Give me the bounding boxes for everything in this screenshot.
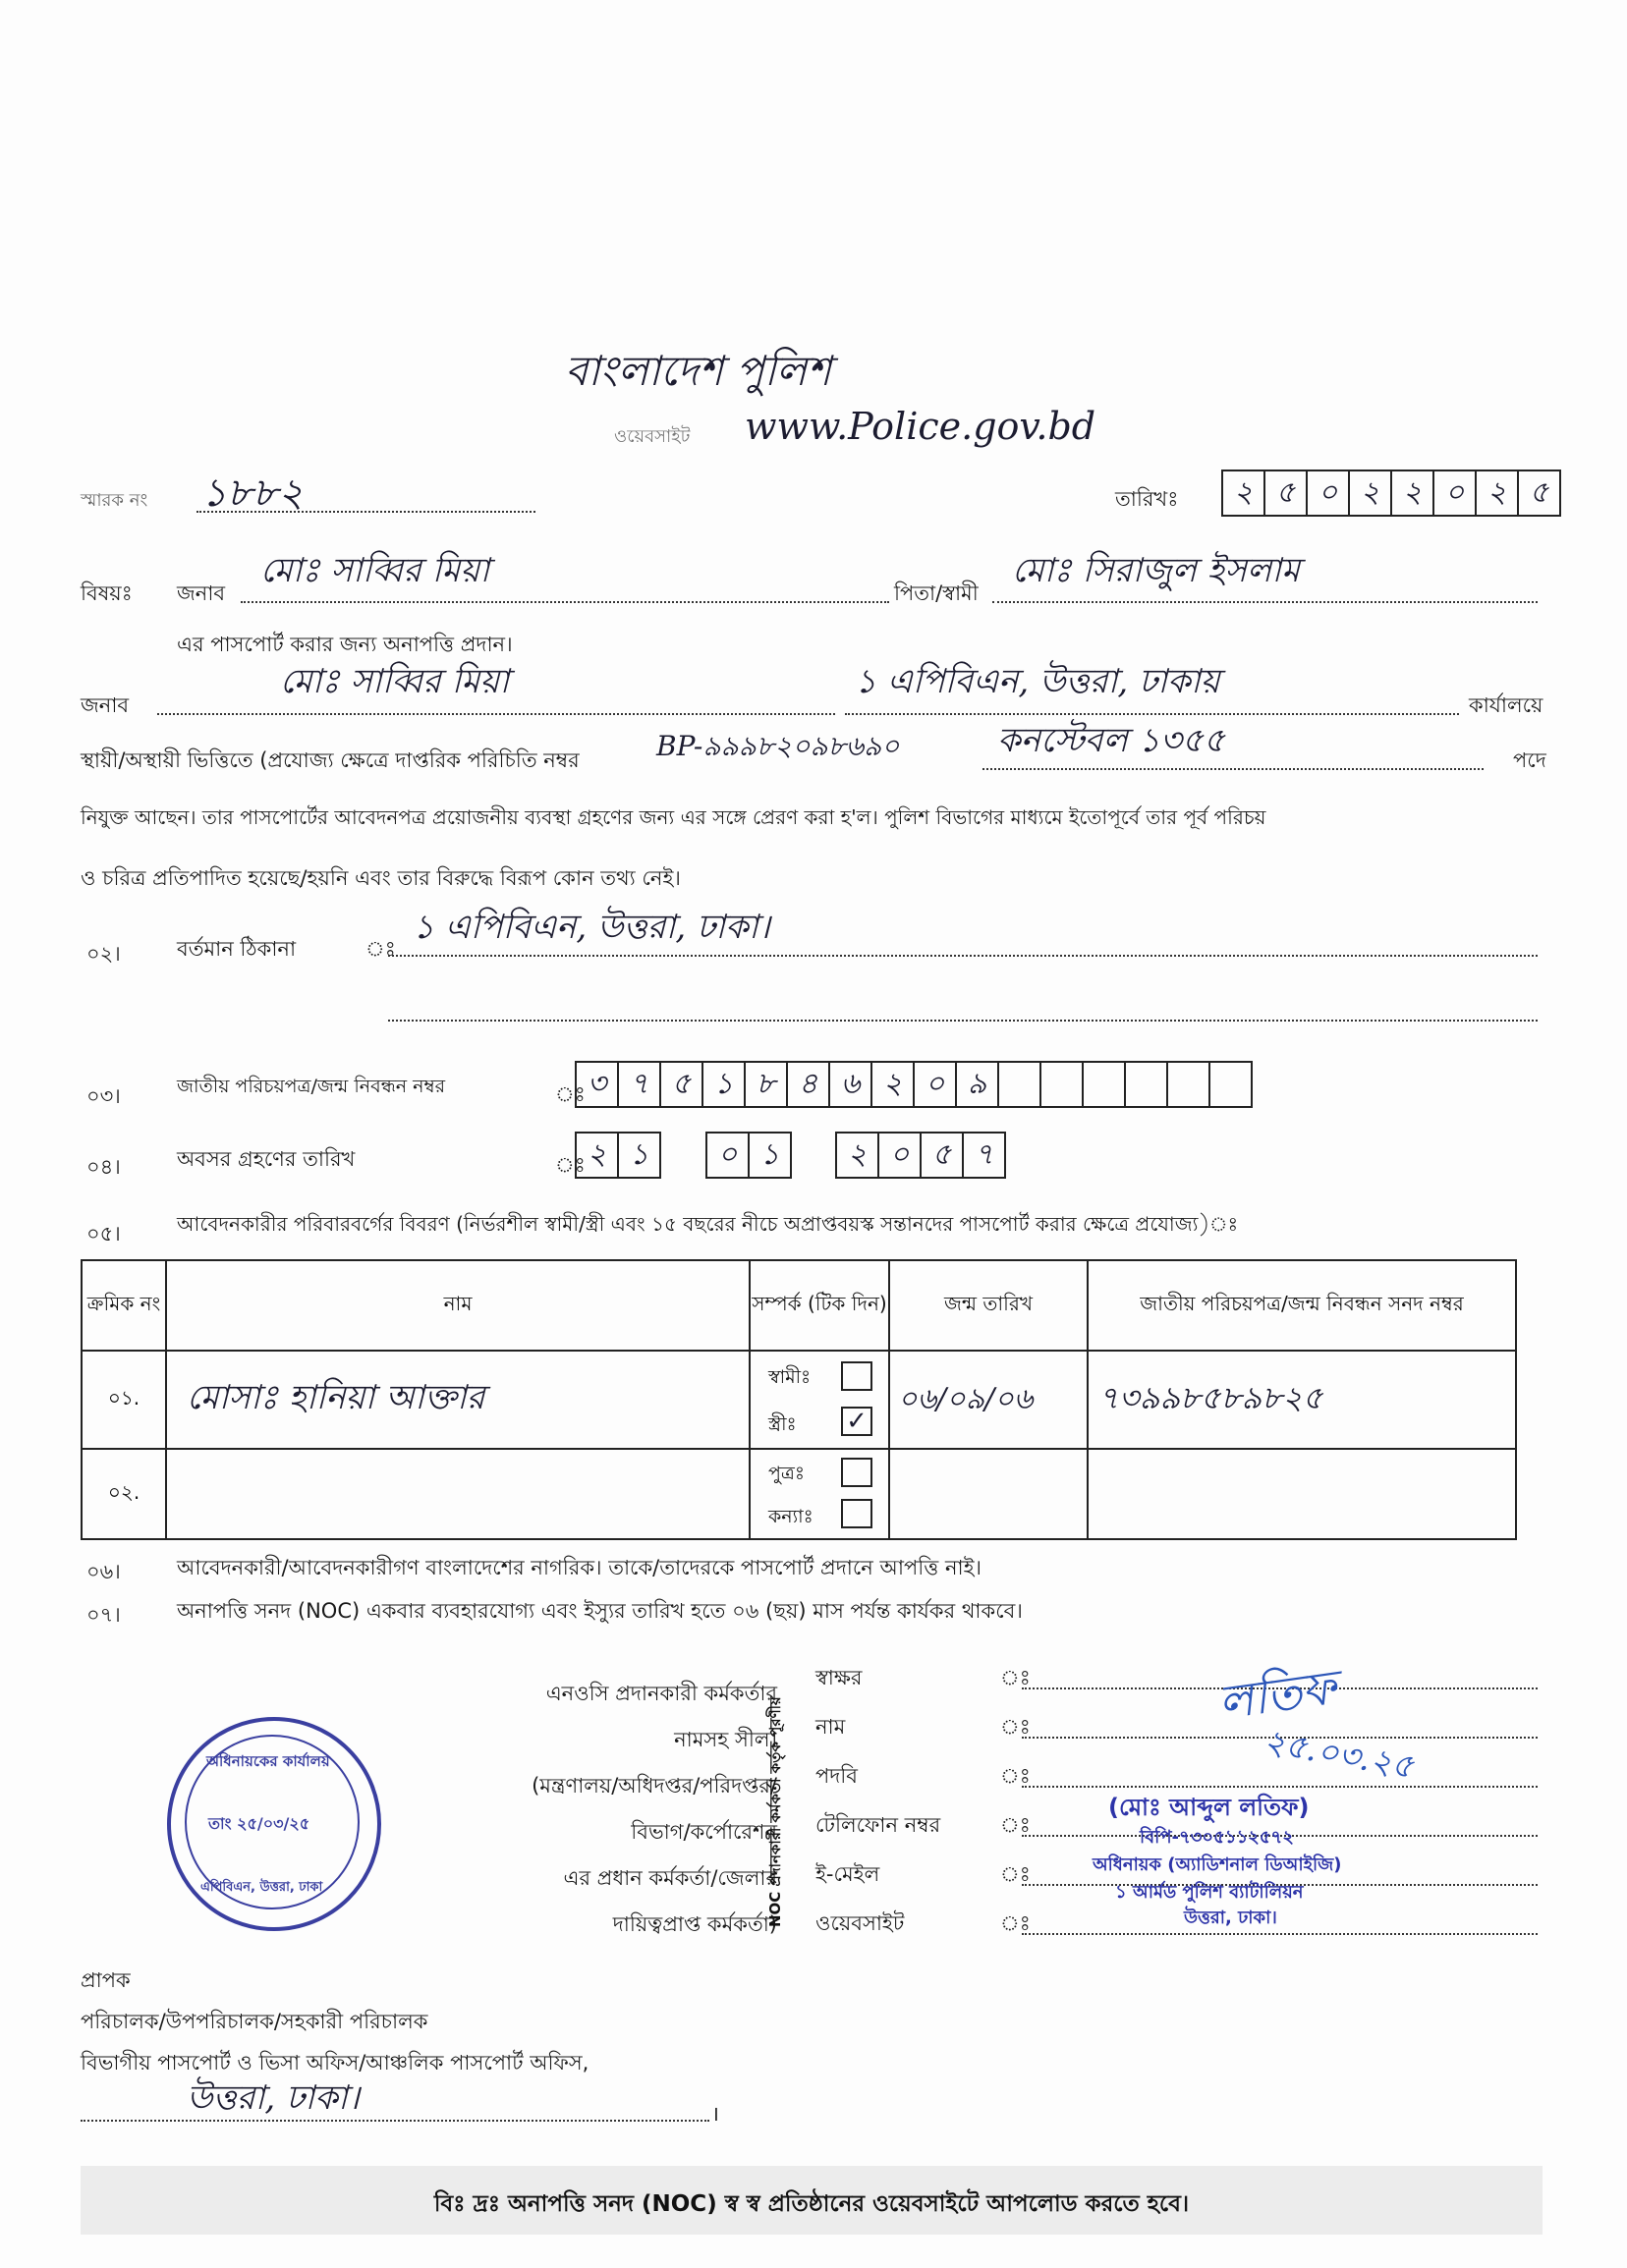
recipient-line-2: বিভাগীয় পাসপোর্ট ও ভিসা অফিস/আঞ্চলিক পাসপোর্ট অফিস,	[81, 2051, 589, 2074]
noc-vertical-label: NOC প্রদানকারী কর্মকর্তা কর্তৃক পূরণীয়	[766, 1696, 784, 1927]
member-name: মোসাঃ হানিয়া আক্তার	[187, 1377, 485, 1417]
address-value: ১ এপিবিএন, উত্তরা, ঢাকা।	[413, 908, 770, 947]
memo-label: স্মারক নং	[81, 490, 148, 511]
basis-text: স্থায়ী/অস্থায়ী ভিত্তিতে (প্রযোজ্য ক্ষেত্রে দাপ্তরিক পরিচিতি নম্বর	[81, 748, 580, 772]
seal-top-text: অধিনায়কের কার্যালয়	[206, 1752, 330, 1770]
date-digit: ০	[1432, 470, 1477, 517]
row-serial: ০১.	[82, 1351, 166, 1449]
nid-digit: ২	[870, 1061, 915, 1108]
nid-digit	[1208, 1061, 1253, 1108]
name2-dots	[157, 713, 835, 715]
date-digit: ৫	[1263, 470, 1308, 517]
date-digit: ০	[1306, 470, 1350, 517]
nid-digit	[1124, 1061, 1168, 1108]
husband-checkbox[interactable]	[841, 1361, 872, 1391]
member-dob: ০৬/০৯/০৬	[898, 1381, 1034, 1416]
address-label: বর্তমান ঠিকানা	[177, 937, 297, 961]
wife-checkbox[interactable]: ✓	[841, 1407, 872, 1436]
retire-digit: ২	[575, 1132, 619, 1179]
recipient-end: ।	[711, 2102, 719, 2126]
office-suffix: কার্যালয়ে	[1469, 693, 1543, 717]
retire-digit: ২	[835, 1132, 879, 1179]
nid-digit	[997, 1061, 1041, 1108]
bp-number: BP-৯৯৯৮২০৯৮৬৯০	[656, 730, 900, 762]
seal-date: তাং ২৫/০৩/২৫	[208, 1814, 310, 1833]
memo-dots	[196, 511, 535, 513]
issuer-line-3: (মন্ত্রণালয়/অধিদপ্তর/পরিদপ্তর/	[532, 1774, 777, 1798]
officer-place: উত্তরা, ঢাকা।	[1184, 1908, 1277, 1928]
issuer-line-1: এনওসি প্রদানকারী কর্মকর্তার	[545, 1682, 777, 1705]
officer-unit: ১ আর্মড পুলিশ ব্যাটালিয়ন	[1115, 1882, 1304, 1903]
note-06: আবেদনকারী/আবেদনকারীগণ বাংলাদেশের নাগরিক। তাকে/তাদেরকে পাসপোর্ট প্রদানে আপত্তি নাই।	[177, 1556, 982, 1579]
footer-note: বিঃ দ্রঃ অনাপত্তি সনদ (NOC) স্ব স্ব প্রতিষ্ঠানের ওয়েবসাইটে আপলোড করতে হবে।	[433, 2191, 1190, 2217]
para-line-1: নিযুক্ত আছেন। তার পাসপোর্টের আবেদনপত্র প্রয়োজনীয় ব্যবস্থা গ্রহণের জন্য এর সঙ্গে প্রেরণ করা হ'ল। পুলিশ বিভাগের মাধ্যমে ইতোপূর্বে তার পূর্ব পরিচয়	[81, 805, 1266, 829]
applicant-name: মোঃ সাব্বির মিয়া	[260, 551, 490, 590]
family-table	[81, 1259, 1517, 1540]
relation-daughter-label: কন্যাঃ	[768, 1506, 814, 1527]
father-name: মোঃ সিরাজুল ইসলাম	[1012, 551, 1300, 590]
address-colon: ঃ	[365, 937, 396, 961]
item-05-number: ০৫।	[86, 1222, 121, 1245]
retire-digit: ১	[748, 1132, 792, 1179]
retire-label: অবসর গ্রহণের তারিখ	[177, 1147, 356, 1171]
nid-label: জাতীয় পরিচয়পত্র/জন্ম নিবন্ধন নম্বর	[177, 1076, 446, 1097]
nid-digit: ৫	[659, 1061, 703, 1108]
daughter-checkbox[interactable]	[841, 1499, 872, 1528]
recipient-line-1: পরিচালক/উপপরিচালক/সহকারী পরিচালক	[81, 2010, 428, 2033]
nid-digit: ৯	[955, 1061, 999, 1108]
nid-digit: ১	[701, 1061, 746, 1108]
table-row	[82, 1351, 1516, 1449]
seal-bottom-text: এপিবিএন, উত্তরা, ঢাকা	[200, 1880, 323, 1895]
row-nid	[1088, 1449, 1516, 1539]
row-dob	[889, 1351, 1088, 1449]
date-digit: ৫	[1517, 470, 1561, 517]
retire-digit: ৫	[920, 1132, 964, 1179]
issuer-line-4: বিভাগ/কর্পোরেশন	[631, 1820, 777, 1844]
field-colon: ঃ	[1000, 1764, 1031, 1788]
retire-digit: ১	[617, 1132, 661, 1179]
nid-digit	[1039, 1061, 1084, 1108]
relation-husband-label: স্বামীঃ	[768, 1366, 812, 1388]
retire-colon: ঃ	[555, 1153, 586, 1177]
field-website: ওয়েবসাইট	[815, 1911, 905, 1935]
field-name: নাম	[815, 1715, 846, 1739]
website-value: www.Police.gov.bd	[745, 405, 1096, 448]
mr-label: জনাব	[177, 581, 226, 605]
org-name: বাংলাদেশ পুলিশ	[565, 347, 831, 395]
date-digit: ২	[1348, 470, 1392, 517]
item-03-number: ০৩।	[86, 1084, 121, 1108]
item-02-number: ০২।	[86, 942, 121, 966]
issuer-line-5: এর প্রধান কর্মকর্তা/জেলার	[563, 1866, 777, 1890]
designation: কনস্টেবল ১৩৫৫	[997, 721, 1225, 760]
nid-digit: ৭	[617, 1061, 661, 1108]
issuer-line-6: দায়িত্বপ্রাপ্ত কর্মকর্তা)	[612, 1912, 777, 1936]
officer-name: (মোঃ আব্দুল লতিফ)	[1108, 1794, 1310, 1821]
header-dob: জন্ম তারিখ	[889, 1260, 1088, 1351]
table-row	[82, 1449, 1516, 1539]
nid-digit: ৬	[828, 1061, 872, 1108]
header-name: নাম	[166, 1260, 750, 1351]
retire-digit: ০	[705, 1132, 750, 1179]
officer-signature: লতিফ	[1214, 1659, 1340, 1732]
mr-label-2: জনাব	[81, 693, 130, 717]
nid-digit: ৩	[575, 1061, 619, 1108]
relation-wife-label: স্ত্রীঃ	[768, 1413, 797, 1435]
row-name	[166, 1351, 750, 1449]
item-07-number: ০৭।	[86, 1603, 121, 1627]
field-colon: ঃ	[1000, 1911, 1031, 1935]
address-dots-2	[388, 1020, 1538, 1022]
row-relation	[750, 1351, 889, 1449]
applicant-name-2: মোঃ সাব্বির মিয়া	[280, 662, 510, 701]
recipient-place: উত্তরা, ঢাকা।	[187, 2078, 360, 2118]
field-colon: ঃ	[1000, 1715, 1031, 1739]
note-07: অনাপত্তি সনদ (NOC) একবার ব্যবহারযোগ্য এবং ইস্যুর তারিখ হতে ০৬ (ছয়) মাস পর্যন্ত কার্যকর থাকবে।	[177, 1599, 1023, 1623]
field-signature: স্বাক্ষর	[815, 1666, 863, 1689]
date-digit: ২	[1390, 470, 1434, 517]
field-telephone: টেলিফোন নম্বর	[815, 1813, 941, 1837]
office-name: ১ এপিবিএন, উত্তরা, ঢাকায়	[855, 662, 1220, 701]
header-serial: ক্রমিক নং	[82, 1260, 166, 1351]
row-serial: ০২.	[82, 1449, 166, 1539]
member-nid: ৭৩৯৯৮৫৮৯৮২৫	[1098, 1379, 1323, 1416]
retire-digit: ০	[877, 1132, 922, 1179]
nid-digit	[1166, 1061, 1210, 1108]
date-label: তারিখঃ	[1115, 487, 1179, 511]
field-colon: ঃ	[1000, 1862, 1031, 1886]
header-nid: জাতীয় পরিচয়পত্র/জন্ম নিবন্ধন সনদ নম্বর	[1088, 1260, 1516, 1351]
recipient-dots	[81, 2120, 709, 2122]
nid-digit: ৮	[744, 1061, 788, 1108]
row-name	[166, 1449, 750, 1539]
memo-number: ১৮৮২	[201, 470, 304, 516]
row-relation	[750, 1449, 889, 1539]
date-digit: ২	[1221, 470, 1265, 517]
nid-digit	[1082, 1061, 1126, 1108]
recipient-label: প্রাপক	[81, 1968, 131, 1992]
row-dob	[889, 1449, 1088, 1539]
designation-dots	[982, 768, 1484, 770]
date-digit: ২	[1475, 470, 1519, 517]
officer-bp: বিপি-৭৩০৫১১২৫৭২	[1140, 1827, 1294, 1848]
nid-colon: ঃ	[555, 1082, 586, 1106]
row-nid	[1088, 1351, 1516, 1449]
item-04-number: ০৪।	[86, 1155, 121, 1179]
signature-date: ২৫.০৩.২৫	[1261, 1721, 1417, 1788]
family-label: আবেদনকারীর পরিবারবর্গের বিবরণ (নির্ভরশীল স্বামী/স্ত্রী এবং ১৫ বছরের নীচে অপ্রাপ্তবয়স্ক সন্তানদের পাসপোর্ট করার ক্ষেত্রে প্রযোজ্য)ঃ	[177, 1212, 1239, 1236]
field-email: ই-মেইল	[815, 1862, 880, 1886]
nid-digit: ৪	[786, 1061, 830, 1108]
post-suffix: পদে	[1513, 748, 1546, 772]
subject-label: বিষয়ঃ	[81, 581, 133, 605]
son-checkbox[interactable]	[841, 1458, 872, 1487]
officer-rank: অধিনায়ক (অ্যাডিশনাল ডিআইজি)	[1093, 1854, 1342, 1875]
address-dots-1	[388, 955, 1538, 957]
retire-digit: ৭	[962, 1132, 1006, 1179]
issuer-line-2: নামসহ সীল।	[674, 1728, 777, 1751]
applicant-dots	[241, 601, 889, 603]
para-line-2: ও চরিত্র প্রতিপাদিত হয়েছে/হয়নি এবং তার বিরুদ্ধে বিরূপ কোন তথ্য নেই।	[81, 866, 681, 890]
field-dots	[1022, 1933, 1538, 1935]
father-dots	[992, 601, 1538, 603]
table-header-row	[82, 1260, 1516, 1351]
field-colon: ঃ	[1000, 1813, 1031, 1837]
nid-digit: ০	[913, 1061, 957, 1108]
item-06-number: ০৬।	[86, 1560, 121, 1583]
field-designation: পদবি	[815, 1764, 858, 1788]
header-relation: সম্পর্ক (টিক দিন)	[750, 1260, 889, 1351]
website-label: ওয়েবসাইট	[614, 426, 691, 447]
relation-son-label: পুত্রঃ	[768, 1463, 805, 1484]
field-dots	[1022, 1786, 1538, 1788]
father-label: পিতা/স্বামী	[894, 581, 979, 605]
round-seal	[167, 1717, 381, 1931]
purpose-text: এর পাসপোর্ট করার জন্য অনাপত্তি প্রদান।	[177, 633, 513, 656]
field-colon: ঃ	[1000, 1666, 1031, 1689]
